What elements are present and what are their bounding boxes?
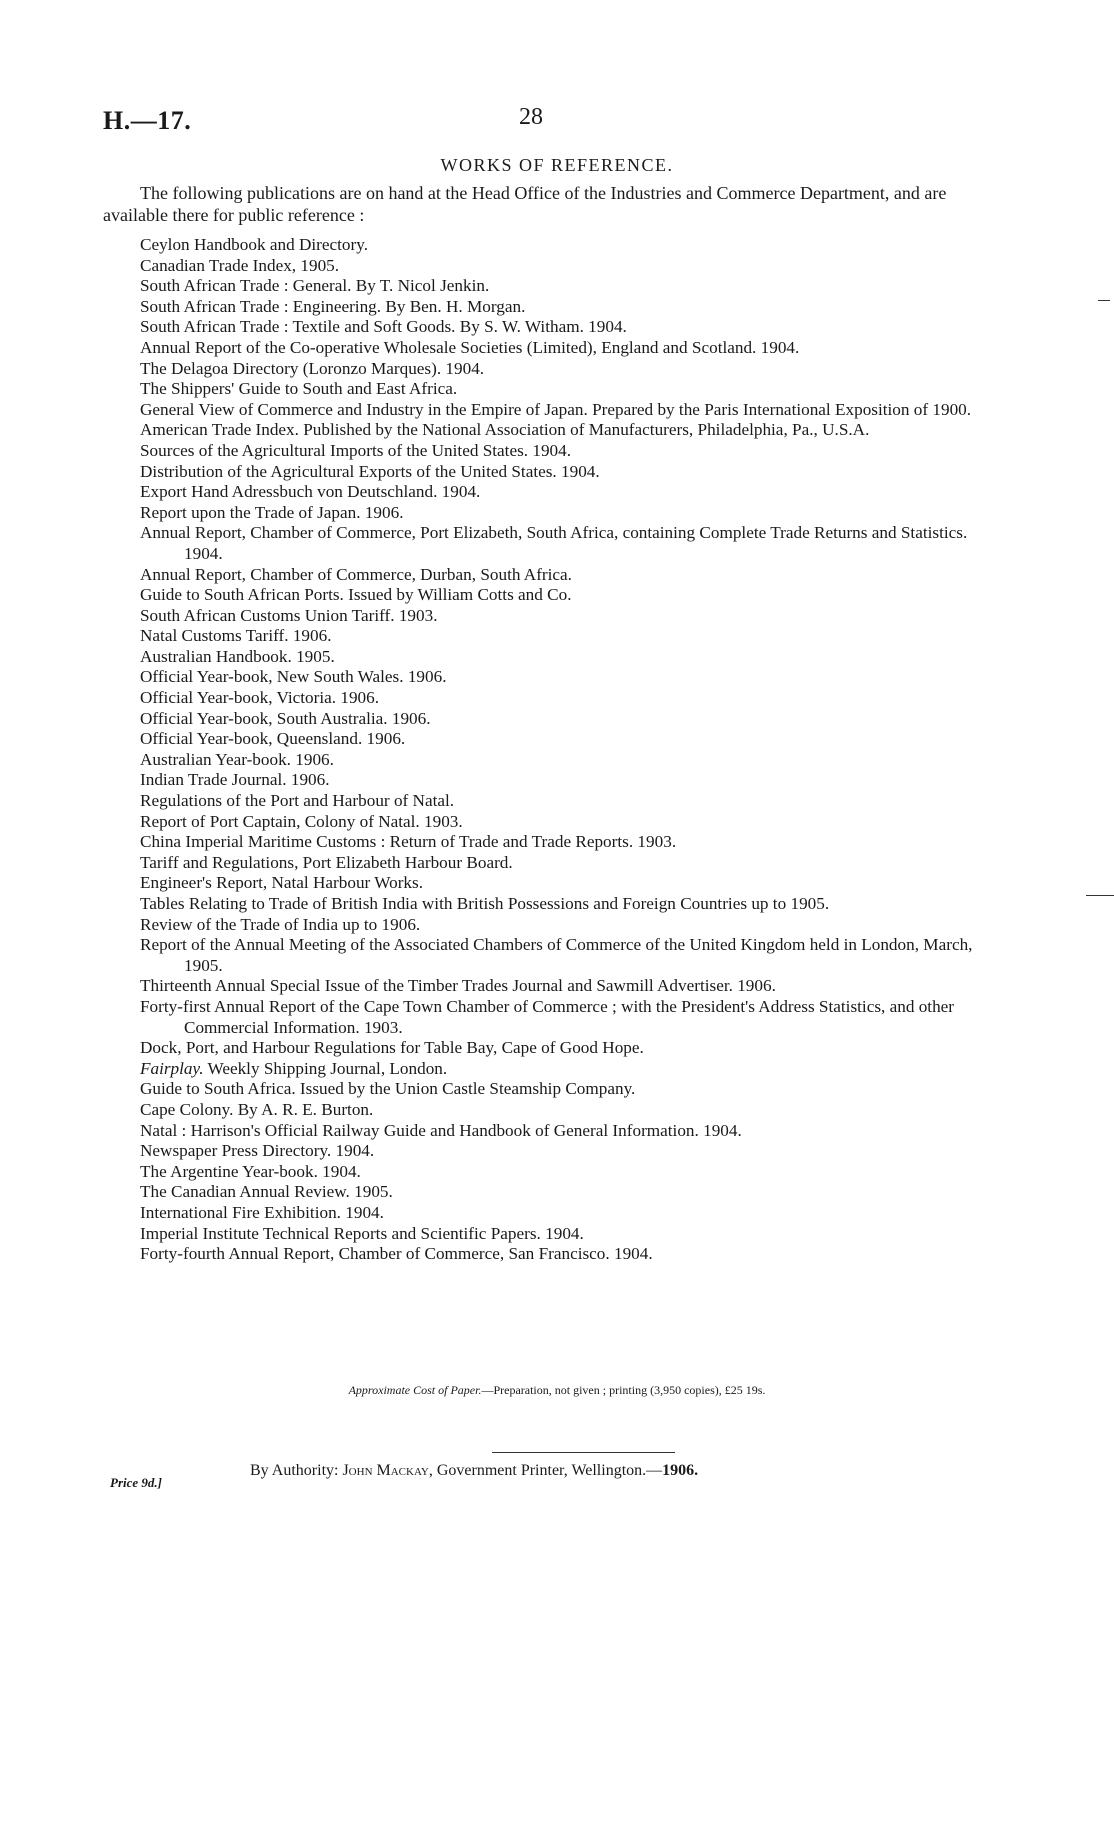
section-title: WORKS OF REFERENCE. (440, 155, 674, 175)
fairplay-title: Fairplay. (140, 1058, 204, 1078)
intro-paragraph: The following publications are on hand at the Head Office of the Industries and Commerce Department, and are available there for public reference : (103, 183, 947, 225)
cost-details: —Preparation, not given ; printing (3,950 copies), £25 19s. (481, 1383, 766, 1397)
page-id: H.—17. (103, 106, 192, 135)
imprint-year: 1906. (662, 1462, 699, 1479)
reference-item: Guide to South African Ports. Issued by William Cotts and Co. (140, 585, 572, 605)
reference-item: China Imperial Maritime Customs : Return of Trade and Trade Reports. 1903. (140, 832, 677, 852)
reference-item: South African Trade : Engineering. By Ben. H. Morgan. (140, 296, 526, 316)
printer-imprint (250, 1462, 698, 1480)
reference-item: General View of Commerce and Industry in the Empire of Japan. Prepared by the Paris International Exposition of 1900. (140, 399, 972, 419)
reference-item: Review of the Trade of India up to 1906. (140, 914, 421, 934)
reference-item: Australian Handbook. 1905. (140, 646, 335, 666)
authority-prefix: By Authority: (250, 1462, 343, 1479)
price-label: Price 9d.] (110, 1475, 162, 1490)
reference-item: Indian Trade Journal. 1906. (140, 770, 330, 790)
reference-item-fairplay (140, 1059, 985, 1080)
reference-item: International Fire Exhibition. 1904. (140, 1202, 384, 1222)
fairplay-description: Weekly Shipping Journal, London. (203, 1058, 448, 1078)
reference-item: Guide to South Africa. Issued by the Union Castle Steamship Company. (140, 1079, 636, 1099)
reference-item: The Canadian Annual Review. 1905. (140, 1182, 393, 1202)
reference-item: Dock, Port, and Harbour Regulations for Table Bay, Cape of Good Hope. (140, 1038, 644, 1058)
reference-item: South African Customs Union Tariff. 1903. (140, 605, 438, 625)
reference-item: Engineer's Report, Natal Harbour Works. (140, 873, 424, 893)
reference-item: Newspaper Press Directory. 1904. (140, 1141, 375, 1161)
reference-item: The Argentine Year-book. 1904. (140, 1161, 361, 1181)
reference-item: Report of Port Captain, Colony of Natal. 1903. (140, 811, 463, 831)
reference-item: Ceylon Handbook and Directory. (140, 235, 368, 254)
reference-item: Report of the Annual Meeting of the Associated Chambers of Commerce of the United Kingdom held in London, March, 1905. (140, 935, 973, 975)
reference-item: Tariff and Regulations, Port Elizabeth Harbour Board. (140, 852, 513, 872)
printer-name: John Mackay (342, 1462, 429, 1479)
footer-divider (492, 1452, 675, 1453)
reference-item: The Delagoa Directory (Loronzo Marques). 1904. (140, 358, 485, 378)
reference-item: American Trade Index. Published by the National Association of Manufacturers, Philadelphia, Pa., U.S.A. (140, 420, 870, 440)
reference-item: Official Year-book, New South Wales. 1906. (140, 667, 447, 687)
reference-item: The Shippers' Guide to South and East Africa. (140, 379, 458, 399)
reference-item: Forty-first Annual Report of the Cape Town Chamber of Commerce ; with the President's Address Statistics, and other Commercial Information. 1903. (140, 996, 955, 1037)
reference-item: Annual Report, Chamber of Commerce, Port Elizabeth, South Africa, containing Complete Trade Returns and Statistics. 1904. (140, 523, 968, 563)
reference-item: Distribution of the Agricultural Exports of the United States. 1904. (140, 461, 600, 481)
reference-item: Thirteenth Annual Special Issue of the Timber Trades Journal and Sawmill Advertiser. 1906. (140, 976, 776, 996)
reference-item: Report upon the Trade of Japan. 1906. (140, 502, 404, 522)
reference-item: Tables Relating to Trade of British India with British Possessions and Foreign Countries up to 1905. (140, 894, 830, 913)
reference-item: Official Year-book, Victoria. 1906. (140, 688, 380, 708)
reference-item: Natal : Harrison's Official Railway Guide and Handbook of General Information. 1904. (140, 1120, 742, 1140)
reference-item: Australian Year-book. 1906. (140, 749, 334, 769)
reference-item: Annual Report, Chamber of Commerce, Durban, South Africa. (140, 564, 572, 584)
cost-note (0, 1383, 1114, 1398)
page-number: 28 (519, 104, 543, 130)
reference-item: South African Trade : General. By T. Nicol Jenkin. (140, 276, 490, 296)
cost-label: Approximate Cost of Paper. (348, 1383, 482, 1397)
reference-item: Natal Customs Tariff. 1906. (140, 626, 332, 646)
reference-item: Canadian Trade Index, 1905. (140, 255, 340, 275)
reference-item: Export Hand Adressbuch von Deutschland. 1904. (140, 482, 481, 502)
reference-item: Forty-fourth Annual Report, Chamber of Commerce, San Francisco. 1904. (140, 1244, 653, 1264)
reference-item: Imperial Institute Technical Reports and Scientific Papers. 1904. (140, 1223, 584, 1243)
reference-item: Official Year-book, South Australia. 1906. (140, 708, 431, 728)
margin-mark (1098, 300, 1110, 301)
reference-item: South African Trade : Textile and Soft Goods. By S. W. Witham. 1904. (140, 317, 627, 337)
reference-item: Regulations of the Port and Harbour of Natal. (140, 791, 455, 811)
reference-item: Official Year-book, Queensland. 1906. (140, 729, 406, 749)
reference-item: Cape Colony. By A. R. E. Burton. (140, 1099, 374, 1119)
printer-details: , Government Printer, Wellington.— (428, 1462, 663, 1479)
reference-list (140, 235, 985, 1265)
margin-mark (1086, 895, 1114, 896)
reference-item: Sources of the Agricultural Imports of the United States. 1904. (140, 440, 572, 460)
reference-item: Annual Report of the Co-operative Wholesale Societies (Limited), England and Scotland. 1904. (140, 337, 800, 357)
